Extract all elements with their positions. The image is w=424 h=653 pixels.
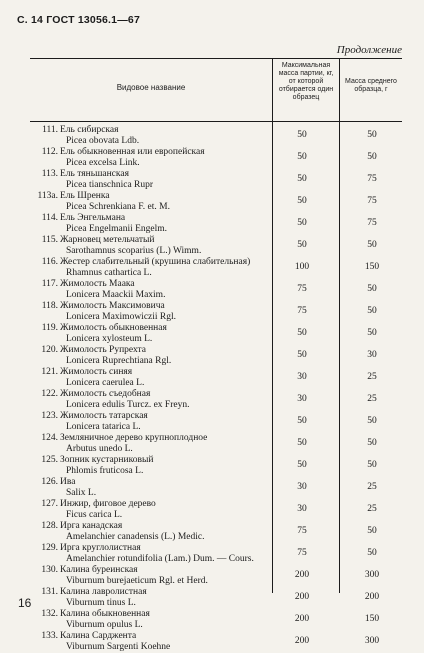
species-name: Ива: [60, 477, 76, 487]
row-number: 128.: [41, 521, 58, 531]
species-name: Жимолость обыкновенная: [60, 323, 167, 333]
latin-name: Lonicera tatarica L.: [66, 422, 141, 432]
row-number: 117.: [41, 279, 58, 289]
lot-mass-value: 30: [297, 482, 307, 492]
species-name: Калина буреинская: [60, 565, 138, 575]
lot-mass-value: 50: [297, 152, 307, 162]
sample-mass-value: 50: [367, 548, 377, 558]
species-name: Жимолость Рупрехта: [60, 345, 146, 355]
sample-mass-value: 50: [367, 526, 377, 536]
lot-mass-value: 50: [297, 240, 307, 250]
latin-name: Viburnum opulus L.: [66, 620, 143, 630]
sample-mass-value: 50: [367, 416, 377, 426]
sample-mass-value: 50: [367, 460, 377, 470]
lot-mass-value: 30: [297, 394, 307, 404]
sample-mass-value: 50: [367, 328, 377, 338]
row-number: 114.: [41, 213, 58, 223]
table-row: [0, 279, 424, 301]
species-name: Жарновец метельчатый: [60, 235, 155, 245]
sample-mass-value: 50: [367, 306, 377, 316]
lot-mass-value: 50: [297, 416, 307, 426]
sample-mass-value: 75: [367, 196, 377, 206]
table-row: [0, 257, 424, 279]
table-row: [0, 411, 424, 433]
latin-name: Amelanchier rotundifolia (Lam.) Dum. — Cours.: [66, 554, 254, 564]
continuation-label: Продолжение: [336, 44, 402, 56]
table-row: [0, 367, 424, 389]
lot-mass-value: 50: [297, 350, 307, 360]
species-name: Жестер слабительный (крушина слабительная): [60, 257, 251, 267]
sample-mass-value: 200: [364, 592, 380, 602]
latin-name: Rhamnus cathartica L.: [66, 268, 152, 278]
sample-mass-value: 75: [367, 218, 377, 228]
row-number: 124.: [41, 433, 58, 443]
table-row: [0, 543, 424, 565]
table-row: [0, 235, 424, 257]
row-number: 133.: [41, 631, 58, 641]
latin-name: Viburnum burejaeticum Rgl. et Herd.: [66, 576, 208, 586]
lot-mass-value: 50: [297, 196, 307, 206]
lot-mass-value: 200: [294, 614, 310, 624]
lot-mass-value: 75: [297, 548, 307, 558]
row-number: 131.: [41, 587, 58, 597]
table-row: [0, 213, 424, 235]
row-number: 113.: [41, 169, 58, 179]
species-name: Ель Шренка: [60, 191, 110, 201]
table-row: [0, 345, 424, 367]
row-number: 132.: [41, 609, 58, 619]
row-number: 115.: [41, 235, 58, 245]
latin-name: Picea Schrenkiana F. et. M.: [66, 202, 170, 212]
lot-mass-value: 200: [294, 570, 310, 580]
latin-name: Lonicera xylosteum L.: [66, 334, 153, 344]
table-body: [0, 125, 424, 653]
sample-mass-value: 50: [367, 130, 377, 140]
table-row: [0, 587, 424, 609]
species-name: Ирга канадская: [60, 521, 123, 531]
column-header-lot-mass: Максимальная масса партии, кг, от которой отбирается один образец: [278, 62, 334, 101]
species-name: Ель сибирская: [60, 125, 119, 135]
row-number: 129.: [41, 543, 58, 553]
page-number: 16: [18, 596, 32, 610]
sample-mass-value: 50: [367, 438, 377, 448]
latin-name: Viburnum Sargenti Koehne: [66, 642, 171, 652]
sample-mass-value: 50: [367, 240, 377, 250]
species-name: Ель тяньшанская: [60, 169, 129, 179]
latin-name: Picea excelsa Link.: [66, 158, 140, 168]
latin-name: Picea Engelmanii Engelm.: [66, 224, 168, 234]
latin-name: Lonicera Maximowiczii Rgl.: [66, 312, 177, 322]
row-number: 125.: [41, 455, 58, 465]
latin-name: Amelanchier canadensis (L.) Medic.: [66, 532, 205, 542]
row-number: 113а.: [37, 191, 58, 201]
row-number: 111.: [42, 125, 58, 135]
latin-name: Viburnum tinus L.: [66, 598, 136, 608]
table-row: [0, 147, 424, 169]
sample-mass-value: 300: [364, 636, 380, 646]
latin-name: Lonicera Ruprechtiana Rgl.: [66, 356, 172, 366]
lot-mass-value: 30: [297, 504, 307, 514]
sample-mass-value: 25: [367, 394, 377, 404]
table-row: [0, 477, 424, 499]
page-header: С. 14 ГОСТ 13056.1—67: [17, 14, 140, 26]
row-number: 120.: [41, 345, 58, 355]
sample-mass-value: 150: [364, 614, 380, 624]
latin-name: Phlomis fruticosa L.: [66, 466, 144, 476]
lot-mass-value: 75: [297, 526, 307, 536]
species-name: Ель Энгельмана: [60, 213, 126, 223]
column-header-sample-mass: Масса среднего образца, г: [345, 78, 397, 93]
table-header-bottom-rule: [30, 121, 402, 122]
species-name: Калина лавролистная: [60, 587, 147, 597]
latin-name: Lonicera edulis Turcz. ex Freyn.: [66, 400, 190, 410]
latin-name: Ficus carica L.: [66, 510, 123, 520]
lot-mass-value: 50: [297, 328, 307, 338]
lot-mass-value: 75: [297, 306, 307, 316]
table-row: [0, 455, 424, 477]
table-row: [0, 631, 424, 653]
table-row: [0, 169, 424, 191]
latin-name: Picea tianschnica Rupr: [66, 180, 154, 190]
sample-mass-value: 150: [364, 262, 380, 272]
sample-mass-value: 50: [367, 284, 377, 294]
row-number: 127.: [41, 499, 58, 509]
species-name: Калина Сарджента: [60, 631, 137, 641]
lot-mass-value: 50: [297, 218, 307, 228]
row-number: 126.: [41, 477, 58, 487]
table-row: [0, 323, 424, 345]
species-name: Жимолость съедобная: [60, 389, 151, 399]
latin-name: Arbutus unedo L.: [66, 444, 133, 454]
latin-name: Lonicera caerulea L.: [66, 378, 145, 388]
lot-mass-value: 50: [297, 130, 307, 140]
latin-name: Salix L.: [66, 488, 97, 498]
lot-mass-value: 50: [297, 438, 307, 448]
row-number: 123.: [41, 411, 58, 421]
table-row: [0, 565, 424, 587]
latin-name: Sarothamnus scoparius (L.) Wimm.: [66, 246, 202, 256]
row-number: 130.: [41, 565, 58, 575]
row-number: 118.: [41, 301, 58, 311]
table-row: [0, 389, 424, 411]
table-row: [0, 191, 424, 213]
species-name: Калина обыкновенная: [60, 609, 150, 619]
species-name: Жимолость Маака: [60, 279, 135, 289]
species-name: Ирга круглолистная: [60, 543, 141, 553]
sample-mass-value: 25: [367, 504, 377, 514]
sample-mass-value: 75: [367, 174, 377, 184]
column-header-species: Видовое название: [116, 83, 186, 92]
species-name: Инжир, фиговое дерево: [60, 499, 156, 509]
table-row: [0, 499, 424, 521]
table-row: [0, 125, 424, 147]
lot-mass-value: 50: [297, 174, 307, 184]
row-number: 112.: [41, 147, 58, 157]
sample-mass-value: 50: [367, 152, 377, 162]
table-row: [0, 433, 424, 455]
lot-mass-value: 200: [294, 636, 310, 646]
table-row: [0, 521, 424, 543]
latin-name: Lonicera Maackii Maxim.: [66, 290, 166, 300]
lot-mass-value: 50: [297, 460, 307, 470]
row-number: 116.: [41, 257, 58, 267]
lot-mass-value: 200: [294, 592, 310, 602]
table-top-rule: [30, 58, 402, 59]
sample-mass-value: 25: [367, 482, 377, 492]
species-name: Земляничное дерево крупноплодное: [60, 433, 208, 443]
latin-name: Picea obovata Ldb.: [66, 136, 140, 146]
row-number: 121.: [41, 367, 58, 377]
lot-mass-value: 75: [297, 284, 307, 294]
species-name: Жимолость синяя: [60, 367, 133, 377]
table-row: [0, 609, 424, 631]
species-name: Жимолость татарская: [60, 411, 148, 421]
species-name: Ель обыкновенная или европейская: [60, 147, 205, 157]
sample-mass-value: 30: [367, 350, 377, 360]
row-number: 119.: [41, 323, 58, 333]
sample-mass-value: 25: [367, 372, 377, 382]
sample-mass-value: 300: [364, 570, 380, 580]
lot-mass-value: 100: [294, 262, 310, 272]
table-row: [0, 301, 424, 323]
species-name: Жимолость Максимовича: [60, 301, 165, 311]
lot-mass-value: 30: [297, 372, 307, 382]
row-number: 122.: [41, 389, 58, 399]
species-name: Зопник кустарниковый: [60, 455, 154, 465]
